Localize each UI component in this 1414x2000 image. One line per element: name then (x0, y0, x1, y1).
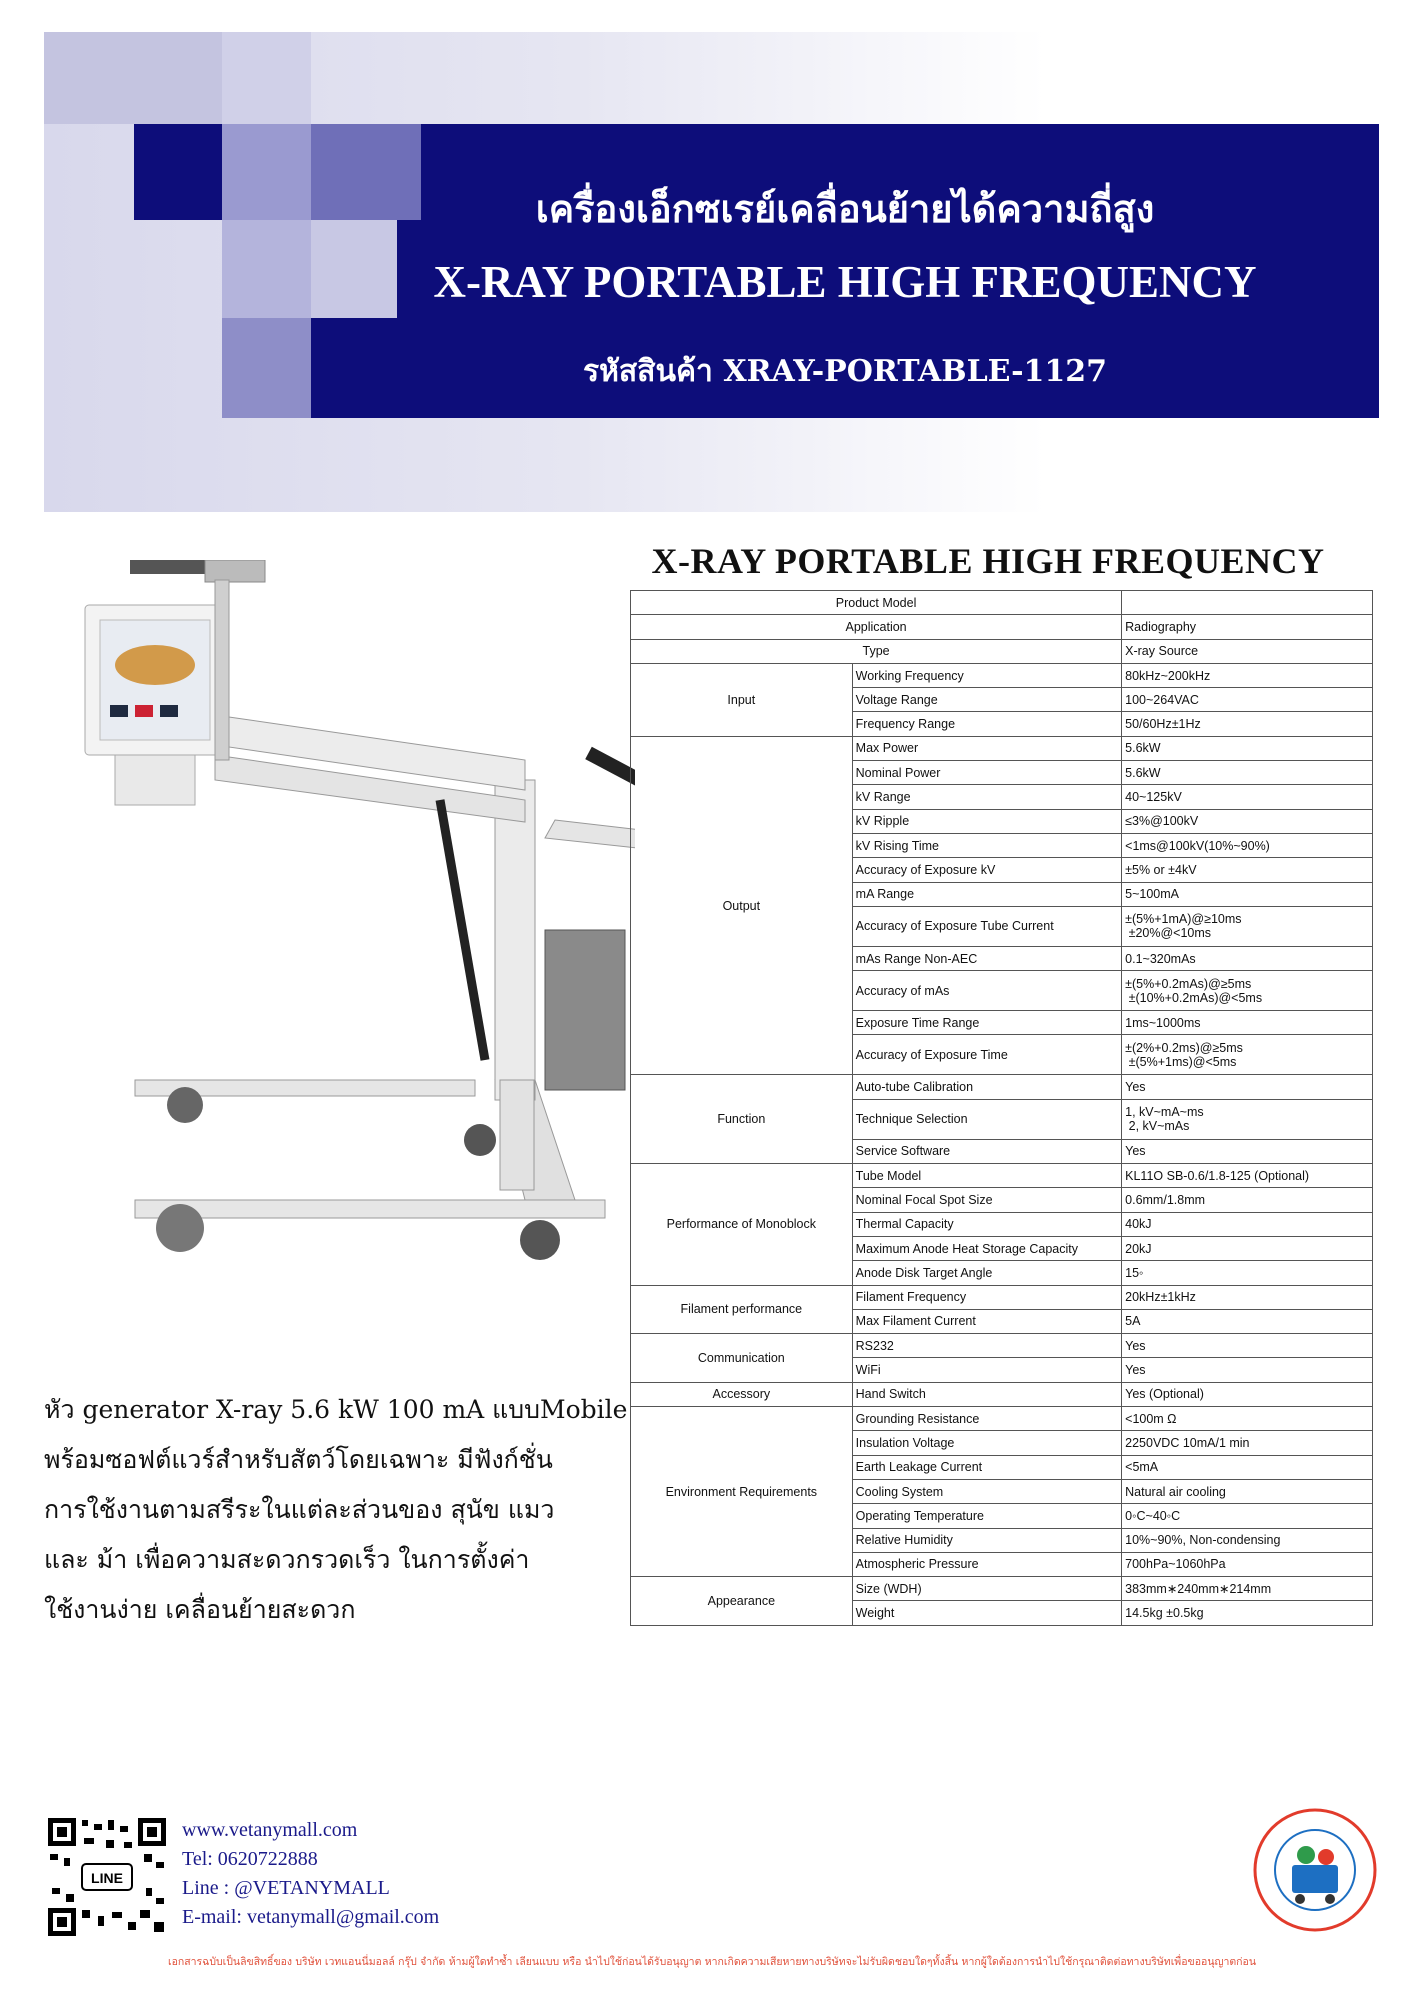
spec-value: ±5% or ±4kV (1122, 858, 1373, 882)
spec-label: Tube Model (852, 1164, 1121, 1188)
spec-row (631, 639, 1373, 663)
spec-label: Atmospheric Pressure (852, 1552, 1121, 1576)
spec-row (631, 736, 1373, 760)
spec-label: kV Rising Time (852, 833, 1121, 857)
product-code: รหัสสินค้า XRAY-PORTABLE-1127 (582, 354, 1108, 389)
spec-label: Exposure Time Range (852, 1011, 1121, 1035)
spec-value: <100m Ω (1122, 1407, 1373, 1431)
spec-label: Thermal Capacity (852, 1212, 1121, 1236)
spec-group: Appearance (631, 1577, 853, 1626)
title-thai: เครื่องเอ็กซเรย์เคลื่อนย้ายได้ความถี่สูง (535, 186, 1155, 231)
description-line: หัว generator X-ray 5.6 kW 100 mA แบบMobile (44, 1395, 628, 1424)
spec-value: 0.1~320mAs (1122, 946, 1373, 970)
qr-line-label: LINE (91, 1870, 123, 1886)
description-line: และ ม้า เพื่อความสะดวกรวดเร็ว ในการตั้งค่า (44, 1545, 530, 1574)
decor-square (222, 32, 311, 124)
spec-group: Output (631, 736, 853, 1075)
spec-value: Radiography (1122, 615, 1373, 639)
spec-value: 5.6kW (1122, 761, 1373, 785)
contact-info (182, 1816, 439, 1932)
spec-value: ±(5%+0.2mAs)@≥5ms ±(10%+0.2mAs)@<5ms (1122, 971, 1373, 1011)
spec-value: 700hPa~1060hPa (1122, 1552, 1373, 1576)
spec-label: Max Power (852, 736, 1121, 760)
spec-row (631, 1164, 1373, 1188)
spec-value: 15◦ (1122, 1261, 1373, 1285)
spec-value: Yes (1122, 1334, 1373, 1358)
spec-label: Accuracy of Exposure kV (852, 858, 1121, 882)
line-id[interactable]: Line : @VETANYMALL (182, 1877, 390, 1899)
spec-label: RS232 (852, 1334, 1121, 1358)
spec-row (631, 1334, 1373, 1358)
description-line: การใช้งานตามสรีระในแต่ละส่วนของ สุนัข แมว (44, 1495, 555, 1524)
spec-row (631, 663, 1373, 687)
decor-square (44, 32, 222, 124)
website-link[interactable]: www.vetanymall.com (182, 1819, 358, 1841)
spec-group: Environment Requirements (631, 1407, 853, 1577)
xray-machine-image (55, 560, 635, 1300)
title-english: X-RAY PORTABLE HIGH FREQUENCY (433, 257, 1257, 307)
spec-value: 40kJ (1122, 1212, 1373, 1236)
spec-label: Anode Disk Target Angle (852, 1261, 1121, 1285)
decor-square (134, 124, 222, 220)
spec-value: <5mA (1122, 1455, 1373, 1479)
spec-label: mA Range (852, 882, 1121, 906)
phone-number[interactable]: Tel: 0620722888 (182, 1848, 318, 1870)
spec-label: Frequency Range (852, 712, 1121, 736)
spec-row (631, 591, 1373, 615)
spec-value: 20kHz±1kHz (1122, 1285, 1373, 1309)
spec-value: ±(2%+0.2ms)@≥5ms ±(5%+1ms)@<5ms (1122, 1035, 1373, 1075)
spec-value: 40~125kV (1122, 785, 1373, 809)
spec-label: Insulation Voltage (852, 1431, 1121, 1455)
spec-label: Accuracy of Exposure Time (852, 1035, 1121, 1075)
spec-label: kV Ripple (852, 809, 1121, 833)
company-logo (1250, 1805, 1380, 1935)
spec-value: 1ms~1000ms (1122, 1011, 1373, 1035)
spec-value: 2250VDC 10mA/1 min (1122, 1431, 1373, 1455)
spec-label: Nominal Power (852, 761, 1121, 785)
spec-label: Technique Selection (852, 1099, 1121, 1139)
spec-value: 5~100mA (1122, 882, 1373, 906)
spec-value: 100~264VAC (1122, 688, 1373, 712)
copyright-notice: เอกสารฉบับเป็นลิขสิทธิ์ของ บริษัท เวทแอนนี่มอลล์ กรุ๊ป จำกัด ห้ามผู้ใดทำซ้ำ เลียนแบบ หรือ นำไปใช้ก่อนได้รับอนุญาต หากเกิดความเสียหายทางบริษัทจะไม่รับผิดชอบใดๆทั้งสิ้น หากผู้ใดต้องการนำไปใช้กรุณาติดต่อทางบริษัทเพื่อขออนุญาตก่อน (167, 1956, 1257, 1968)
spec-label: Weight (852, 1601, 1121, 1625)
spec-value: 5A (1122, 1309, 1373, 1333)
spec-label: Size (WDH) (852, 1577, 1121, 1601)
spec-value (1122, 591, 1373, 615)
decor-square (222, 318, 311, 418)
spec-label: Product Model (631, 591, 1122, 615)
spec-value: 14.5kg ±0.5kg (1122, 1601, 1373, 1625)
spec-label: WiFi (852, 1358, 1121, 1382)
spec-label: Service Software (852, 1139, 1121, 1163)
spec-group: Input (631, 663, 853, 736)
spec-value: Yes (1122, 1075, 1373, 1099)
spec-label: mAs Range Non-AEC (852, 946, 1121, 970)
spec-value: ±(5%+1mA)@≥10ms ±20%@<10ms (1122, 906, 1373, 946)
spec-group: Accessory (631, 1382, 853, 1406)
spec-label: kV Range (852, 785, 1121, 809)
spec-row (631, 1285, 1373, 1309)
email-link[interactable]: E-mail: vetanymall@gmail.com (182, 1906, 440, 1928)
decor-square (222, 220, 311, 318)
spec-label: Auto-tube Calibration (852, 1075, 1121, 1099)
spec-value: Yes (1122, 1358, 1373, 1382)
spec-table (630, 590, 1373, 1626)
spec-group: Performance of Monoblock (631, 1164, 853, 1285)
spec-label: Working Frequency (852, 663, 1121, 687)
spec-value: <1ms@100kV(10%~90%) (1122, 833, 1373, 857)
product-description (44, 1385, 644, 1635)
spec-value: 0.6mm/1.8mm (1122, 1188, 1373, 1212)
spec-value: 80kHz~200kHz (1122, 663, 1373, 687)
spec-label: Nominal Focal Spot Size (852, 1188, 1121, 1212)
spec-group: Communication (631, 1334, 853, 1383)
spec-label: Operating Temperature (852, 1504, 1121, 1528)
spec-label: Maximum Anode Heat Storage Capacity (852, 1236, 1121, 1260)
spec-row (631, 1407, 1373, 1431)
spec-row (631, 1382, 1373, 1406)
spec-value: 20kJ (1122, 1236, 1373, 1260)
spec-group: Function (631, 1075, 853, 1164)
spec-label: Cooling System (852, 1479, 1121, 1503)
spec-value: 10%~90%, Non-condensing (1122, 1528, 1373, 1552)
spec-value: 383mm∗240mm∗214mm (1122, 1577, 1373, 1601)
spec-label: Accuracy of mAs (852, 971, 1121, 1011)
spec-label: Accuracy of Exposure Tube Current (852, 906, 1121, 946)
spec-label: Earth Leakage Current (852, 1455, 1121, 1479)
spec-row (631, 1075, 1373, 1099)
spec-label: Hand Switch (852, 1382, 1121, 1406)
description-line: พร้อมซอฟต์แวร์สำหรับสัตว์โดยเฉพาะ มีฟังก์ชั่น (44, 1445, 553, 1474)
spec-value: 1, kV~mA~ms 2, kV~mAs (1122, 1099, 1373, 1139)
spec-label: Grounding Resistance (852, 1407, 1121, 1431)
spec-value: Yes (1122, 1139, 1373, 1163)
spec-value: Yes (Optional) (1122, 1382, 1373, 1406)
spec-value: Natural air cooling (1122, 1479, 1373, 1503)
spec-value: 5.6kW (1122, 736, 1373, 760)
spec-section-title: X-RAY PORTABLE HIGH FREQUENCY (651, 541, 1325, 581)
description-line: ใช้งานง่าย เคลื่อนย้ายสะดวก (44, 1595, 356, 1624)
spec-value: 50/60Hz±1Hz (1122, 712, 1373, 736)
spec-value: 0◦C~40◦C (1122, 1504, 1373, 1528)
spec-label: Type (631, 639, 1122, 663)
spec-row (631, 615, 1373, 639)
spec-label: Max Filament Current (852, 1309, 1121, 1333)
spec-label: Filament Frequency (852, 1285, 1121, 1309)
spec-group: Filament performance (631, 1285, 853, 1334)
spec-label: Relative Humidity (852, 1528, 1121, 1552)
line-qr-code[interactable] (48, 1818, 166, 1936)
spec-value: KL11O SB-0.6/1.8-125 (Optional) (1122, 1164, 1373, 1188)
spec-value: X-ray Source (1122, 639, 1373, 663)
spec-label: Voltage Range (852, 688, 1121, 712)
spec-label: Application (631, 615, 1122, 639)
spec-row (631, 1577, 1373, 1601)
spec-value: ≤3%@100kV (1122, 809, 1373, 833)
decor-square (222, 124, 311, 220)
